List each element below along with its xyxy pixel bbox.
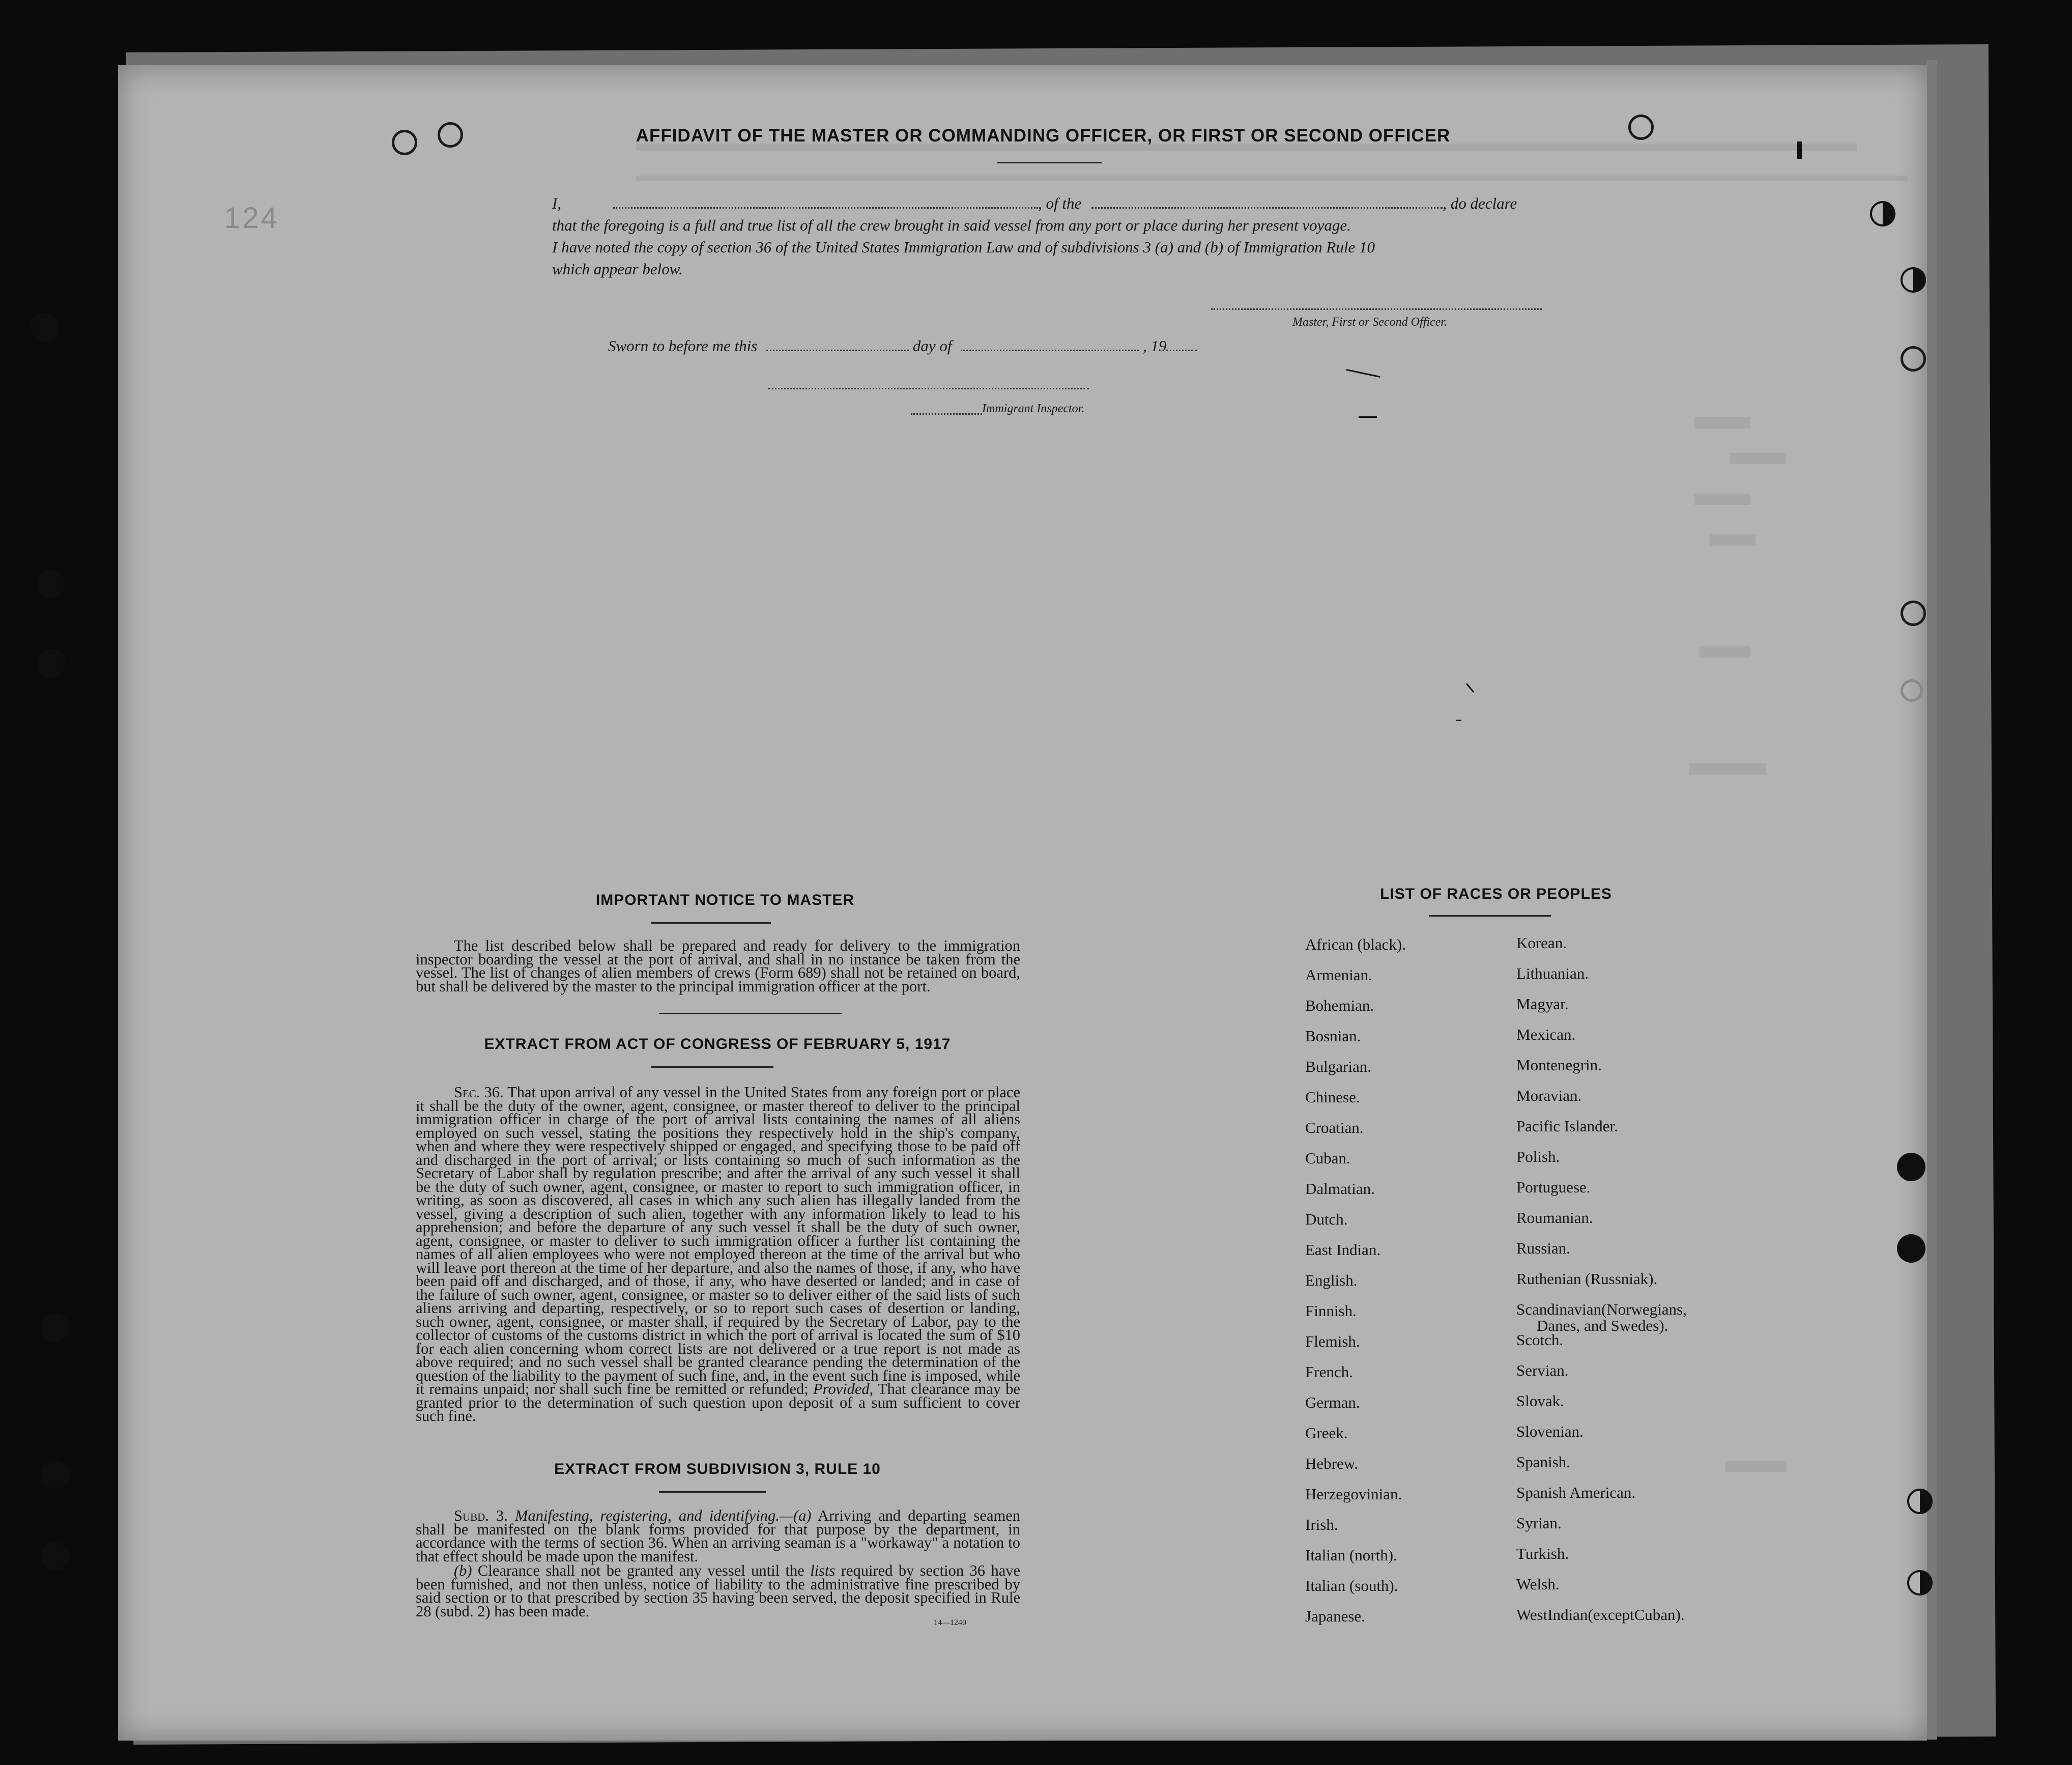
race-label: Ruthenian (Russniak). bbox=[1516, 1270, 1658, 1288]
race-label: Korean. bbox=[1516, 934, 1567, 952]
officer-signature-field[interactable] bbox=[1211, 307, 1542, 310]
race-item bbox=[1516, 1606, 1685, 1624]
race-item: East Indian. bbox=[1305, 1241, 1381, 1259]
sheet-edge bbox=[1927, 60, 1937, 1740]
race-label: Turkish. bbox=[1516, 1545, 1569, 1562]
punch-hole bbox=[41, 1542, 69, 1571]
race-item bbox=[1516, 1453, 1570, 1471]
races-title: LIST OF RACES OR PEOPLES bbox=[1380, 886, 1612, 902]
race-item bbox=[1516, 1484, 1635, 1502]
race-label: Roumanian. bbox=[1516, 1209, 1593, 1227]
race-label: WestIndian(exceptCuban). bbox=[1516, 1606, 1685, 1624]
ink-mark bbox=[1797, 141, 1802, 159]
punch-hole bbox=[41, 1461, 69, 1489]
race-item bbox=[1516, 1209, 1593, 1227]
sworn-year-field[interactable] bbox=[1166, 350, 1197, 351]
act-section-36 bbox=[416, 1086, 1020, 1423]
race-continuation: Danes, and Swedes). bbox=[1537, 1317, 1668, 1334]
affidavit-i: I, bbox=[552, 194, 562, 212]
race-label: Magyar. bbox=[1516, 995, 1569, 1013]
punch-hole bbox=[1907, 1489, 1933, 1514]
race-label: Lithuanian. bbox=[1516, 964, 1589, 982]
race-label: Slovenian. bbox=[1516, 1422, 1584, 1440]
race-item bbox=[1516, 1117, 1618, 1135]
race-item bbox=[1516, 1514, 1562, 1532]
race-item: English. bbox=[1305, 1271, 1358, 1289]
notice-title: IMPORTANT NOTICE TO MASTER bbox=[595, 892, 855, 908]
race-label: Polish. bbox=[1516, 1148, 1560, 1165]
race-label: Spanish American. bbox=[1516, 1484, 1636, 1501]
affidavit-line-4: which appear below. bbox=[552, 260, 683, 278]
paper-sheet bbox=[118, 65, 1927, 1741]
act-section-text: That upon arrival of any vessel in the United States from any foreign port or place it shall be the duty of the owner, agent, consignee, or master thereof to deliver to the principal immigration officer in charge of the port of arrival lists containing the names of all aliens employed on such vessel, stating the positions they respectively hold in the ship's company, when and where they were respectively shipped or engaged, and specifying those to be paid off and discharged in the port of arrival; or lists containing so much of such information as the Secretary of Labor shall by regulation prescribe; and after the arrival of any such vessel it shall be the duty of such owner, agent, consignee, or master to report to such immigration officer, in writing, as soon as discovered, all cases in which any such alien has illegally landed from the vessel, giving a description of such alien, together with any information likely to lead to his apprehension; and before the departure of any such vessel it shall be the duty of such owner, agent, consignee, or master to deliver to such immigration officer a further list containing the names of all alien employees who were not employed thereon at the time of the arrival but who will leave port thereon at the time of her departure, and also the names of those, if any, who have been paid off and discharged, and of those, if any, who have deserted or landed; and in case of the failure of such owner, agent, consignee, or master so to deliver either of the said lists of such aliens arriving and departing, respectively, or so to report such cases of desertion or landing, such owner, agent, consignee, or master shall, if required by the Secretary of Labor, pay to the collector of customs of the customs district in which the port of arrival is located the sum of $10 for each alien concerning whom correct lists are not delivered or a true report is not made as above required; and no such vessel shall be granted clearance pending the determination of the question of the liability to the payment of such fine, and, in the event such fine is imposed, while it remains unpaid; nor shall such fine be remitted or refunded; bbox=[416, 1084, 1020, 1398]
rule10-para-a bbox=[416, 1509, 1020, 1563]
title-underline bbox=[997, 162, 1102, 163]
race-item bbox=[1516, 964, 1589, 983]
punch-hole bbox=[1628, 115, 1654, 140]
race-label: Servian. bbox=[1516, 1361, 1569, 1379]
race-label: Montenegrin. bbox=[1516, 1056, 1602, 1074]
affidavit-declare: , do declare bbox=[1443, 194, 1517, 212]
race-label: Slovak. bbox=[1516, 1392, 1564, 1410]
race-item bbox=[1516, 1300, 1687, 1335]
rule10-subd-heading: Manifesting, registering, and identifying.—(a) bbox=[515, 1507, 812, 1524]
bleed-through-mark bbox=[1730, 453, 1786, 464]
act-title: EXTRACT FROM ACT OF CONGRESS OF FEBRUARY 5, 1917 bbox=[484, 1036, 951, 1052]
race-item: Armenian. bbox=[1305, 966, 1372, 984]
act-underline bbox=[651, 1066, 773, 1068]
sworn-prefix: Sworn to before me this bbox=[608, 337, 758, 355]
race-item bbox=[1516, 1087, 1581, 1105]
race-item: French. bbox=[1305, 1363, 1353, 1381]
race-item bbox=[1516, 1270, 1657, 1288]
punch-hole bbox=[392, 130, 417, 155]
race-item: Bosnian. bbox=[1305, 1027, 1361, 1045]
race-item: Italian (north). bbox=[1305, 1546, 1397, 1564]
punch-hole bbox=[31, 313, 59, 341]
punch-hole bbox=[1870, 201, 1895, 226]
bleed-through-mark bbox=[1725, 1461, 1786, 1472]
bleed-through-mark bbox=[1689, 763, 1766, 775]
race-item: Irish. bbox=[1305, 1516, 1338, 1533]
race-item bbox=[1516, 995, 1568, 1013]
race-item: Chinese. bbox=[1305, 1088, 1360, 1106]
pen-mark bbox=[1456, 720, 1461, 721]
race-item bbox=[1516, 1361, 1568, 1380]
punch-hole bbox=[1901, 267, 1926, 293]
form-number: 14—1240 bbox=[934, 1618, 966, 1627]
rule10-para-b-start: Clearance shall not be granted any vessel until the bbox=[478, 1562, 804, 1579]
act-section-label: Sec. 36. bbox=[454, 1084, 504, 1101]
race-item bbox=[1516, 1422, 1584, 1441]
race-label: Portuguese. bbox=[1516, 1178, 1591, 1196]
bleed-through-mark bbox=[1694, 417, 1750, 429]
race-item bbox=[1516, 1026, 1575, 1044]
affidavit-line-3: I have noted the copy of section 36 of the United States Immigration Law and of subdivisions 3 (a) and (b) of Immigration Rule 10 bbox=[552, 238, 1375, 256]
affidavit-declaration-line bbox=[552, 194, 1517, 213]
notice-underline bbox=[651, 922, 771, 924]
race-item: Greek. bbox=[1305, 1424, 1348, 1442]
race-item: Flemish. bbox=[1305, 1332, 1360, 1350]
pen-mark bbox=[1359, 416, 1377, 418]
signature-label: Master, First or Second Officer. bbox=[1292, 316, 1447, 329]
race-item bbox=[1516, 1392, 1564, 1410]
race-label: Spanish. bbox=[1516, 1453, 1570, 1471]
affidavit-of-the: , of the bbox=[1038, 194, 1082, 212]
act-section-text-end: That clearance may be granted prior to the determination of such question upon deposit of a sum sufficient to cover such fine. bbox=[416, 1380, 1021, 1425]
race-item: German. bbox=[1305, 1393, 1360, 1411]
rule10-para-b-end: required by section 36 have been furnished, and not then unless, notice of liability to the administrative fine prescribed by said section or to that prescribed by section 35 having been served, the deposit specified in Rule 28 (subd. 2) has been made. bbox=[416, 1562, 1021, 1620]
punch-hole bbox=[438, 122, 463, 148]
rule10-para-b bbox=[416, 1564, 1020, 1618]
race-item: Italian (south). bbox=[1305, 1577, 1398, 1595]
race-item bbox=[1516, 1148, 1560, 1166]
race-item: Japanese. bbox=[1305, 1607, 1365, 1625]
race-item: Finnish. bbox=[1305, 1302, 1357, 1320]
punch-hole bbox=[37, 649, 65, 677]
bleed-through-mark bbox=[1700, 646, 1750, 658]
punch-hole bbox=[1901, 601, 1926, 626]
races-underline bbox=[1429, 915, 1551, 917]
race-item bbox=[1516, 934, 1567, 952]
race-item bbox=[1516, 1178, 1591, 1197]
rule10-underline bbox=[659, 1491, 766, 1493]
race-item: Croatian. bbox=[1305, 1119, 1364, 1136]
race-label: Scandinavian(Norwegians, bbox=[1516, 1300, 1687, 1318]
race-item bbox=[1516, 1331, 1563, 1349]
punch-hole bbox=[1907, 1570, 1933, 1596]
race-label: Mexican. bbox=[1516, 1026, 1576, 1043]
race-item bbox=[1516, 1239, 1570, 1258]
race-label: Scotch. bbox=[1516, 1331, 1564, 1349]
punch-hole bbox=[1901, 346, 1926, 372]
officer-name-field[interactable] bbox=[613, 207, 1038, 209]
race-item: Herzegovinian. bbox=[1305, 1485, 1402, 1503]
punch-hole bbox=[41, 1313, 69, 1342]
race-item: Dalmatian. bbox=[1305, 1180, 1375, 1198]
race-item: Bulgarian. bbox=[1305, 1058, 1371, 1075]
race-item: Cuban. bbox=[1305, 1149, 1350, 1167]
inspector-signature-field[interactable] bbox=[768, 387, 1089, 389]
race-label: Russian. bbox=[1516, 1239, 1570, 1257]
race-item bbox=[1516, 1575, 1559, 1593]
bleed-through-number: 124 bbox=[224, 202, 279, 235]
race-item: Bohemian. bbox=[1305, 997, 1374, 1014]
act-provided: Provided, bbox=[813, 1380, 874, 1398]
rule10-b-label: (b) bbox=[454, 1562, 472, 1579]
punch-hole bbox=[37, 570, 65, 599]
bleed-through-mark bbox=[1694, 494, 1750, 505]
bleed-through-mark bbox=[1710, 534, 1756, 546]
sworn-month-field[interactable] bbox=[961, 350, 1139, 351]
bleed-through-line bbox=[636, 176, 1908, 181]
sworn-day-field[interactable] bbox=[766, 350, 909, 351]
race-item: Dutch. bbox=[1305, 1210, 1348, 1228]
race-item bbox=[1516, 1545, 1569, 1563]
punch-hole bbox=[1897, 1234, 1925, 1263]
vessel-name-field[interactable] bbox=[1091, 207, 1443, 209]
race-label: Moravian. bbox=[1516, 1087, 1582, 1104]
affidavit-line-2: that the foregoing is a full and true list of all the crew brought in said vessel from any port or place during her present voyage. bbox=[552, 216, 1351, 234]
inspector-label: Immigrant Inspector. bbox=[982, 402, 1085, 415]
rule10-para-a-text: Arriving and departing seamen shall be manifested on the blank forms provided for that purpose by the department, in accordance with the terms of section 36. When an arriving seaman is a "workaway" a notation to that effect should be made upon the manifest. bbox=[416, 1507, 1021, 1565]
race-item: African (black). bbox=[1305, 935, 1406, 953]
sworn-line bbox=[608, 337, 1197, 355]
punch-hole bbox=[1897, 1153, 1925, 1181]
inspector-leader bbox=[911, 412, 982, 415]
notice-rule bbox=[659, 1013, 842, 1014]
race-label: Syrian. bbox=[1516, 1514, 1562, 1532]
sworn-day-of: day of bbox=[912, 337, 952, 355]
race-item: Hebrew. bbox=[1305, 1455, 1358, 1472]
sworn-year: , 19 bbox=[1142, 337, 1167, 355]
race-label: Welsh. bbox=[1516, 1575, 1560, 1593]
rule10-title: EXTRACT FROM SUBDIVISION 3, RULE 10 bbox=[554, 1461, 881, 1477]
notice-body: The list described below shall be prepared and ready for delivery to the immigration inspector boarding the vessel at the port of arrival, and shall in no instance be taken from the vessel. The list of changes of alien members of crews (Form 689) shall not be retained on board, but shall be delivered by the master to the principal immigration officer at the port. bbox=[416, 937, 1020, 995]
punch-hole bbox=[1901, 679, 1923, 702]
race-item bbox=[1516, 1056, 1602, 1074]
rule10-para-b-lists: lists bbox=[810, 1562, 836, 1579]
race-label: Pacific Islander. bbox=[1516, 1117, 1618, 1135]
affidavit-title: AFFIDAVIT OF THE MASTER OR COMMANDING OFFICER, OR FIRST OR SECOND OFFICER bbox=[636, 126, 1451, 146]
rule10-subd-label: Subd. 3. bbox=[454, 1507, 508, 1524]
